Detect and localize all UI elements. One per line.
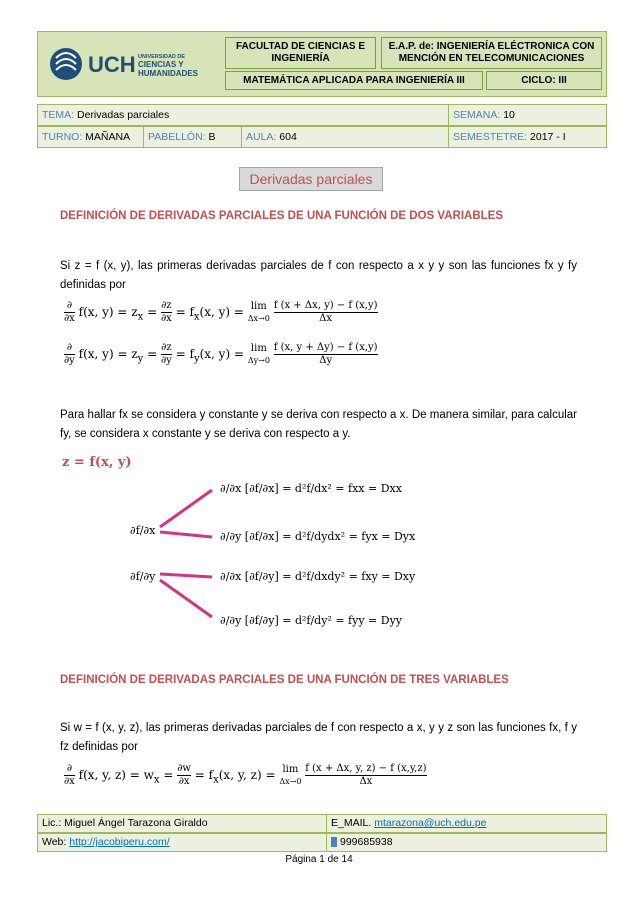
tree-row-fxy: ∂/∂x [∂f/∂y] = d²f/dxdy² = fxy = Dxy (220, 570, 416, 583)
equation-fy: $\frac{\partial}{\partial y}$ f(x, $y) = z_y$ = $\frac{\partial z}{\partial y}$ = $f_y(x$, y) = lim Δy→0 $\frac{f (x, y + \Delta y) - f (x,y)}{\Delta y}$ (64, 342, 378, 366)
tema-cell: TEMA: Derivadas parciales (38, 105, 449, 125)
email-cell: E_MAIL. mtarazona@uch.edu.pe (331, 817, 487, 829)
paragraph-three-variables: Si w = f (x, y, z), las primeras derivadas parciales de f con respecto a x, y y z son las funciones fx, f y fz definidas por (60, 722, 577, 753)
svg-text:HUMANIDADES: HUMANIDADES (138, 69, 198, 78)
university-logo (44, 38, 222, 90)
svg-text:UNIVERSIDAD DE: UNIVERSIDAD DE (138, 54, 186, 60)
paragraph-two-variables: Si z = f (x, y), las primeras derivadas parciales de f con respecto a x y y son las funciones fx y fy definidas por (60, 260, 577, 291)
svg-text:CIENCIAS Y: CIENCIAS Y (138, 60, 184, 69)
footer-row-1 (37, 814, 607, 833)
tree-branches (160, 490, 212, 617)
equation-fx-three: $\frac{\partial}{\partial x}$ f(x, y, $z) = w_x$ = $\frac{\partial w}{\partial x}$ = $f_x(x$, y, z) = lim Δx→0 $\frac{f (x + \Delta x, y, z) - f (x,y,z)}{\Delta x}$ (64, 763, 427, 787)
tree-row-fxx: ∂/∂x [∂f/∂x] = d²f/dx² = fxx = Dxx (220, 482, 402, 495)
page-number: Página 1 de 14 (285, 854, 353, 865)
turno-cell: TURNO: MAÑANA (38, 127, 144, 147)
section-heading-three-variables: DEFINICIÓN DE DERIVADAS PARCIALES DE UNA FUNCIÓN DE TRES VARIABLES (60, 674, 509, 686)
equation-fx: $\frac{\partial}{\partial x}$ f(x, $y) = z_x$ = $\frac{\partial z}{\partial x}$ = $f_x(x$, y) = lim Δx→0 $\frac{f (x + \Delta x, y) - f (x,y)}{\Delta x}$ (64, 300, 378, 324)
section-heading-two-variables: DEFINICIÓN DE DERIVADAS PARCIALES DE UNA FUNCIÓN DE DOS VARIABLES (60, 210, 503, 222)
semana-cell: SEMANA: 10 (453, 109, 515, 121)
logo-text: UCH (88, 52, 136, 77)
cycle-cell: CICLO: III (486, 71, 602, 90)
tree-row-fyx: ∂/∂y [∂f/∂x] = d²f/dydx² = fyx = Dyx (220, 530, 416, 543)
tree-fx: ∂f/∂x (130, 524, 156, 537)
footer-row-2 (37, 833, 607, 852)
school-cell: E.A.P. de: INGENIERÍA ELÉCTRONICA CON MENCIÓN EN TELECOMUNICACIONES (381, 37, 602, 69)
web-cell: Web: http://jacobiperu.com/ (38, 834, 327, 851)
web-link[interactable]: http://jacobiperu.com/ (69, 836, 170, 848)
tree-fy: ∂f/∂y (130, 570, 156, 583)
phone-icon (331, 837, 337, 847)
paragraph-method: Para hallar fx se considera y constante y se deriva con respecto a x. De manera similar, para calcular fy, se considera x constante y se deriva con respecto a y. (60, 409, 577, 440)
info-row-2 (37, 126, 607, 148)
faculty-cell: FACULTAD DE CIENCIAS E INGENIERÍA (225, 37, 376, 69)
semestre-cell: SEMESTETRE: 2017 - I (453, 131, 566, 143)
email-link[interactable]: mtarazona@uch.edu.pe (374, 817, 487, 829)
author: Lic.: Miguel Ángel Tarazona Giraldo (38, 815, 327, 832)
tree-row-fyy: ∂/∂y [∂f/∂y] = d²f/dy² = fyy = Dyy (220, 614, 403, 627)
info-row-1 (37, 104, 607, 126)
phone-cell: 999685938 (327, 834, 606, 851)
tree-root: z = f(x, y) (62, 455, 132, 470)
document-title: Derivadas parciales (239, 167, 383, 191)
aula-cell: AULA: 604 (242, 127, 449, 147)
second-derivatives-diagram (60, 452, 580, 652)
course-cell: MATEMÁTICA APLICADA PARA INGENIERÍA III (225, 71, 483, 90)
pabellon-cell: PABELLÓN: B (144, 127, 242, 147)
